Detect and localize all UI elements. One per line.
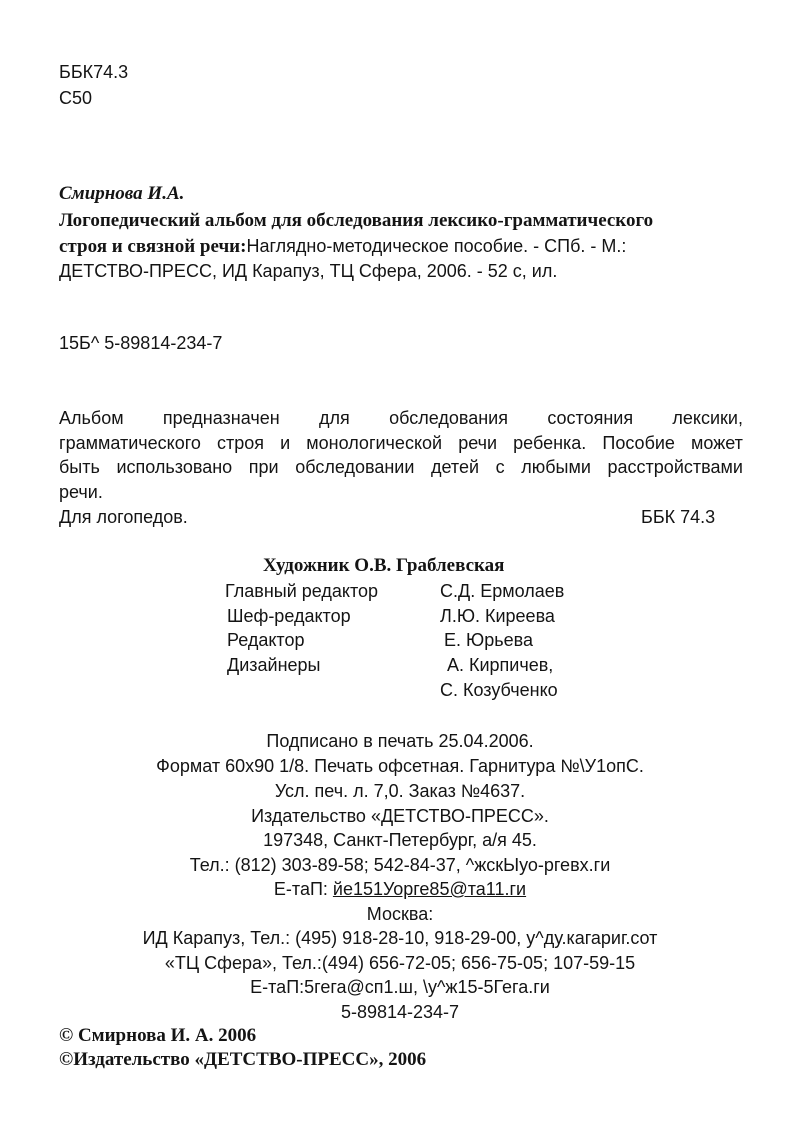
imprint-publisher: Издательство «ДЕТСТВО-ПРЕСС». [251, 806, 549, 826]
imprint-sheets: Усл. печ. л. 7,0. Заказ №4637. [274, 781, 526, 801]
annotation-line4: речи. [59, 482, 103, 502]
imprint-moscow: Москва: [366, 904, 434, 924]
annotation-word: обследования [389, 408, 508, 428]
email-label: Е-таП: [273, 879, 333, 899]
imprint-format: Формат 60x90 1/8. Печать офсетная. Гарнитура №\У1опС. [156, 756, 644, 776]
annotation-word: речи [458, 433, 498, 453]
annotation-word: Пособие [602, 433, 675, 453]
annotation-word: монологической [306, 433, 443, 453]
book-title-bold: строя и связной речи: [59, 236, 247, 257]
copyright-publisher: ©Издательство «ДЕТСТВО-ПРЕСС», 2006 [59, 1049, 427, 1070]
annotation-word: состояния [547, 408, 634, 428]
annotation-word: быть [59, 457, 100, 477]
imprint-karapuz: ИД Карапуз, Тел.: (495) 918-28-10, 918-29-00, у^ду.кагариг.сот [142, 928, 658, 948]
imprint-isbn: 5-89814-234-7 [340, 1002, 460, 1022]
audience: Для логопедов. [59, 507, 188, 527]
annotation-word: использовано [116, 457, 233, 477]
annotation-word: Альбом [59, 408, 124, 428]
credit-name: Л.Ю. Киреева [440, 606, 555, 626]
imprint-signed: Подписано в печать 25.04.2006. [266, 731, 534, 751]
annotation-word: детей [430, 457, 480, 477]
book-subtitle: Наглядно-методическое пособие. - СПб. - М.: [246, 236, 627, 256]
artist-credit: Художник О.В. Граблевская [263, 555, 505, 576]
imprint-address: 197348, Санкт-Петербург, а/я 45. [263, 830, 537, 850]
annotation-word: грамматического [59, 433, 201, 453]
annotation-line1 [59, 406, 743, 430]
author-name: Смирнова И.А. [59, 183, 185, 204]
annotation-word: с [495, 457, 505, 477]
book-title-line1: Логопедический альбом для обследования лексико-грамматического [59, 210, 654, 231]
credit-role: Редактор [227, 630, 305, 650]
credit-role: Дизайнеры [227, 655, 321, 675]
credit-name: А. Кирпичев, [447, 655, 554, 675]
annotation-word: строя [217, 433, 265, 453]
book-title-line2 [59, 234, 626, 259]
annotation-word: при [248, 457, 279, 477]
credit-role: Шеф-редактор [227, 606, 351, 626]
annotation-word: любыми [521, 457, 591, 477]
annotation-word: и [280, 433, 291, 453]
imprint-email [0, 877, 800, 901]
copyright-author: © Смирнова И. А. 2006 [59, 1025, 257, 1046]
annotation-word: расстройствами [607, 457, 743, 477]
annotation-word: обследовании [295, 457, 415, 477]
annotation-line3 [59, 455, 743, 479]
annotation-line2 [59, 431, 743, 455]
annotation-word: для [319, 408, 350, 428]
publisher-line: ДЕТСТВО-ПРЕСС, ИД Карапуз, ТЦ Сфера, 2006. - 52 с, ил. [59, 261, 558, 281]
annotation-word: может [691, 433, 743, 453]
email-link[interactable]: йе151Уорге85@та11.ги [332, 879, 527, 899]
credit-name: С.Д. Ермолаев [440, 581, 565, 601]
annotation-word: лексики, [672, 408, 743, 428]
credit-name: Е. Юрьева [444, 630, 533, 650]
bbk-footer: ББК 74.3 [641, 507, 716, 527]
credit-role: Главный редактор [225, 581, 379, 601]
credit-name: С. Козубченко [440, 680, 558, 700]
imprint-sfera: «ТЦ Сфера», Тел.:(494) 656-72-05; 656-75-05; 107-59-15 [164, 953, 636, 973]
isbn: 15Б^ 5-89814-234-7 [59, 333, 223, 353]
bbk-code: ББК74.3 [59, 62, 129, 82]
annotation-word: предназначен [162, 408, 280, 428]
annotation-word: ребенка. [513, 433, 587, 453]
imprint-phone: Тел.: (812) 303-89-58; 542-84-37, ^жскЫуо-ргевх.ги [189, 855, 611, 875]
author-code: С50 [59, 88, 93, 108]
imprint-sfera-email: Е-таП:5гега@сп1.ш, \у^ж15-5Гега.ги [250, 977, 550, 997]
